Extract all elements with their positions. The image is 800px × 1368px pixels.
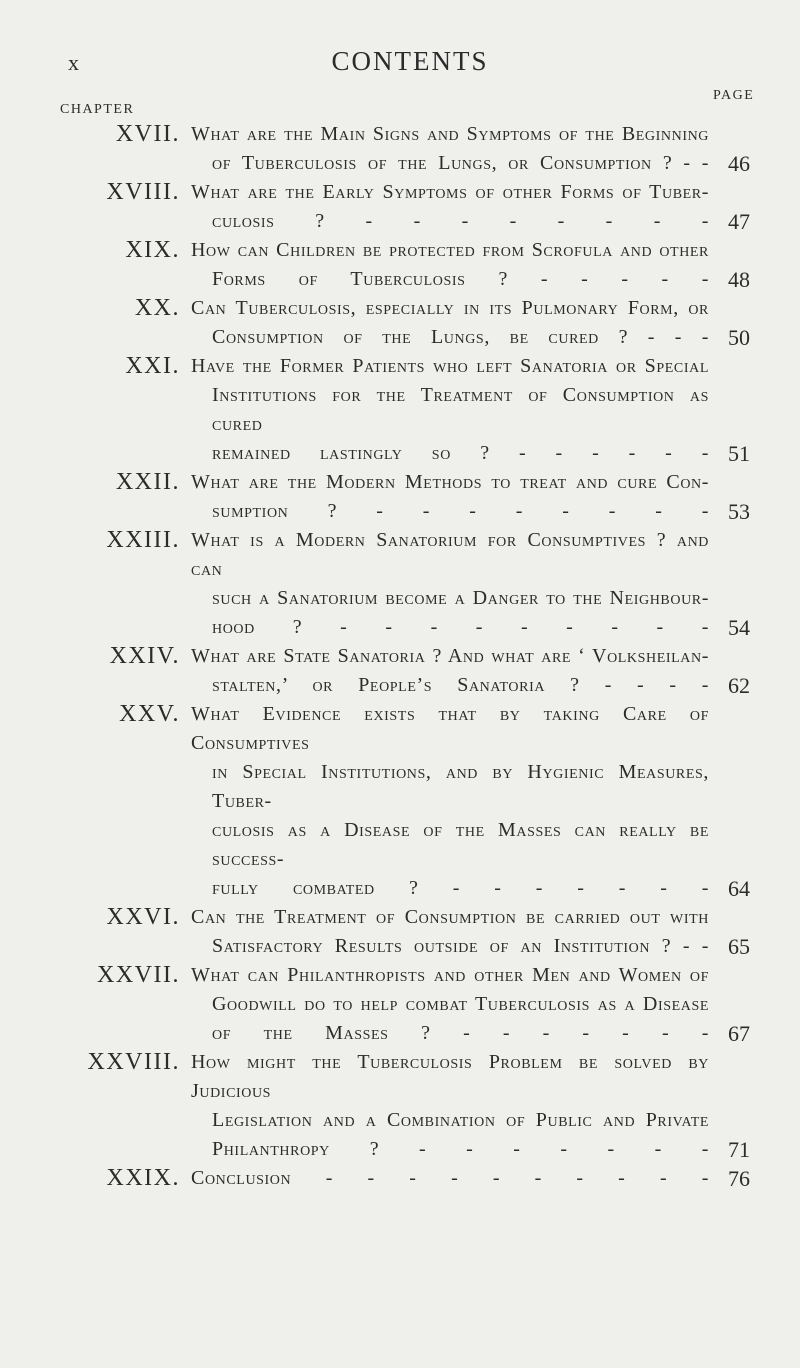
page-column-label: PAGE (713, 88, 755, 103)
chapter-title-line: Consumption of the Lungs, be cured ? - - - (212, 326, 709, 348)
chapter-title-line: What are the Modern Methods to treat and cure Con- (191, 471, 709, 493)
chapter-number: XXVIII. (87, 1049, 180, 1075)
page-number: x (68, 50, 80, 75)
contents-entry (0, 352, 800, 468)
chapter-number: XXVI. (106, 904, 180, 930)
chapter-title-line: remained lastingly so ? - - - - - - (212, 442, 709, 464)
page-reference: 46 (728, 151, 750, 176)
running-head: CONTENTS (331, 46, 489, 76)
chapter-title-line: Philanthropy ? - - - - - - - (212, 1138, 709, 1160)
chapter-title-line: What are State Sanatoria ? And what are ‘ Volksheilan- (191, 645, 709, 667)
chapter-title-line: Forms of Tuberculosis ? - - - - - (212, 268, 709, 290)
chapter-title-line: such a Sanatorium become a Danger to the Neighbour- (212, 587, 709, 609)
chapter-number: XXIX. (106, 1165, 180, 1191)
contents-entry (0, 1164, 800, 1193)
chapter-title-line: Institutions for the Treatment of Consumption as cured (212, 384, 709, 435)
page-reference: 54 (728, 615, 750, 640)
chapter-title-line: sumption ? - - - - - - - - (212, 500, 709, 522)
chapter-title-line: Goodwill do to help combat Tuberculosis as a Disease (212, 993, 709, 1015)
chapter-title-line: of the Masses ? - - - - - - - (212, 1022, 709, 1044)
chapter-title-line: Satisfactory Results outside of an Institution ? - - (212, 935, 709, 957)
contents-entry (0, 468, 800, 526)
chapter-title-line: What are the Main Signs and Symptoms of the Beginning (191, 123, 709, 145)
contents-list (0, 120, 800, 1193)
contents-entry (0, 700, 800, 903)
chapter-title-line: hood ? - - - - - - - - - (212, 616, 709, 638)
chapter-title-line: What Evidence exists that by taking Care of Consumptives (191, 703, 709, 754)
page-reference: 64 (728, 876, 750, 901)
chapter-title (191, 700, 709, 903)
chapter-title (191, 903, 709, 961)
contents-entry (0, 642, 800, 700)
chapter-title (191, 468, 709, 526)
chapter-title-line: culosis ? - - - - - - - - (212, 210, 709, 232)
chapter-number: XXII. (115, 469, 180, 495)
chapter-title-line: What can Philanthropists and other Men and Women of (191, 964, 709, 986)
chapter-title (191, 642, 709, 700)
chapter-title-line: How can Children be protected from Scrofula and other (191, 239, 709, 261)
chapter-number: XXVII. (97, 962, 180, 988)
chapter-number: XXI. (125, 353, 180, 379)
chapter-title-line: Conclusion - - - - - - - - - - (191, 1167, 709, 1189)
chapter-number: XIX. (125, 237, 180, 263)
chapter-title (191, 526, 709, 642)
contents-entry (0, 961, 800, 1048)
chapter-number: XXV. (119, 701, 180, 727)
contents-entry (0, 178, 800, 236)
chapter-title-line: Can Tuberculosis, especially in its Pulmonary Form, or (191, 297, 709, 319)
chapter-number: XXIV. (109, 643, 180, 669)
chapter-title-line: of Tuberculosis of the Lungs, or Consumption ? - - (212, 152, 709, 174)
page-reference: 71 (728, 1137, 750, 1162)
chapter-title-line: What are the Early Symptoms of other Forms of Tuber- (191, 181, 709, 203)
contents-entry (0, 526, 800, 642)
chapter-title (191, 1048, 709, 1164)
chapter-number: XX. (134, 295, 180, 321)
chapter-column-label: CHAPTER (60, 102, 135, 117)
chapter-title-line: Legislation and a Combination of Public and Private (212, 1109, 709, 1131)
page-reference: 50 (728, 325, 750, 350)
page-reference: 48 (728, 267, 750, 292)
page-reference: 53 (728, 499, 750, 524)
page-reference: 76 (728, 1166, 750, 1191)
chapter-title-line: Have the Former Patients who left Sanatoria or Special (191, 355, 709, 377)
chapter-title-line: stalten,’ or People’s Sanatoria ? - - - - (212, 674, 709, 696)
chapter-number: XVIII. (106, 179, 180, 205)
page-reference: 47 (728, 209, 750, 234)
chapter-title-line: in Special Institutions, and by Hygienic Measures, Tuber- (212, 761, 709, 812)
chapter-title (191, 178, 709, 236)
chapter-title-line: fully combated ? - - - - - - - (212, 877, 709, 899)
chapter-title (191, 352, 709, 468)
chapter-title (191, 294, 709, 352)
chapter-title (191, 120, 709, 178)
page-reference: 67 (728, 1021, 750, 1046)
chapter-title (191, 961, 709, 1048)
chapter-number: XXIII. (106, 527, 180, 553)
contents-entry (0, 1048, 800, 1164)
chapter-title-line: culosis as a Disease of the Masses can really be success- (212, 819, 709, 870)
page-reference: 51 (728, 441, 750, 466)
page-reference: 65 (728, 934, 750, 959)
chapter-title-line: What is a Modern Sanatorium for Consumptives ? and can (191, 529, 709, 580)
chapter-title-line: How might the Tuberculosis Problem be solved by Judicious (191, 1051, 709, 1102)
contents-entry (0, 294, 800, 352)
chapter-title (191, 236, 709, 294)
contents-entry (0, 236, 800, 294)
contents-entry (0, 120, 800, 178)
chapter-number: XVII. (115, 121, 180, 147)
chapter-title (191, 1164, 709, 1193)
contents-entry (0, 903, 800, 961)
chapter-title-line: Can the Treatment of Consumption be carried out with (191, 906, 709, 928)
page-reference: 62 (728, 673, 750, 698)
